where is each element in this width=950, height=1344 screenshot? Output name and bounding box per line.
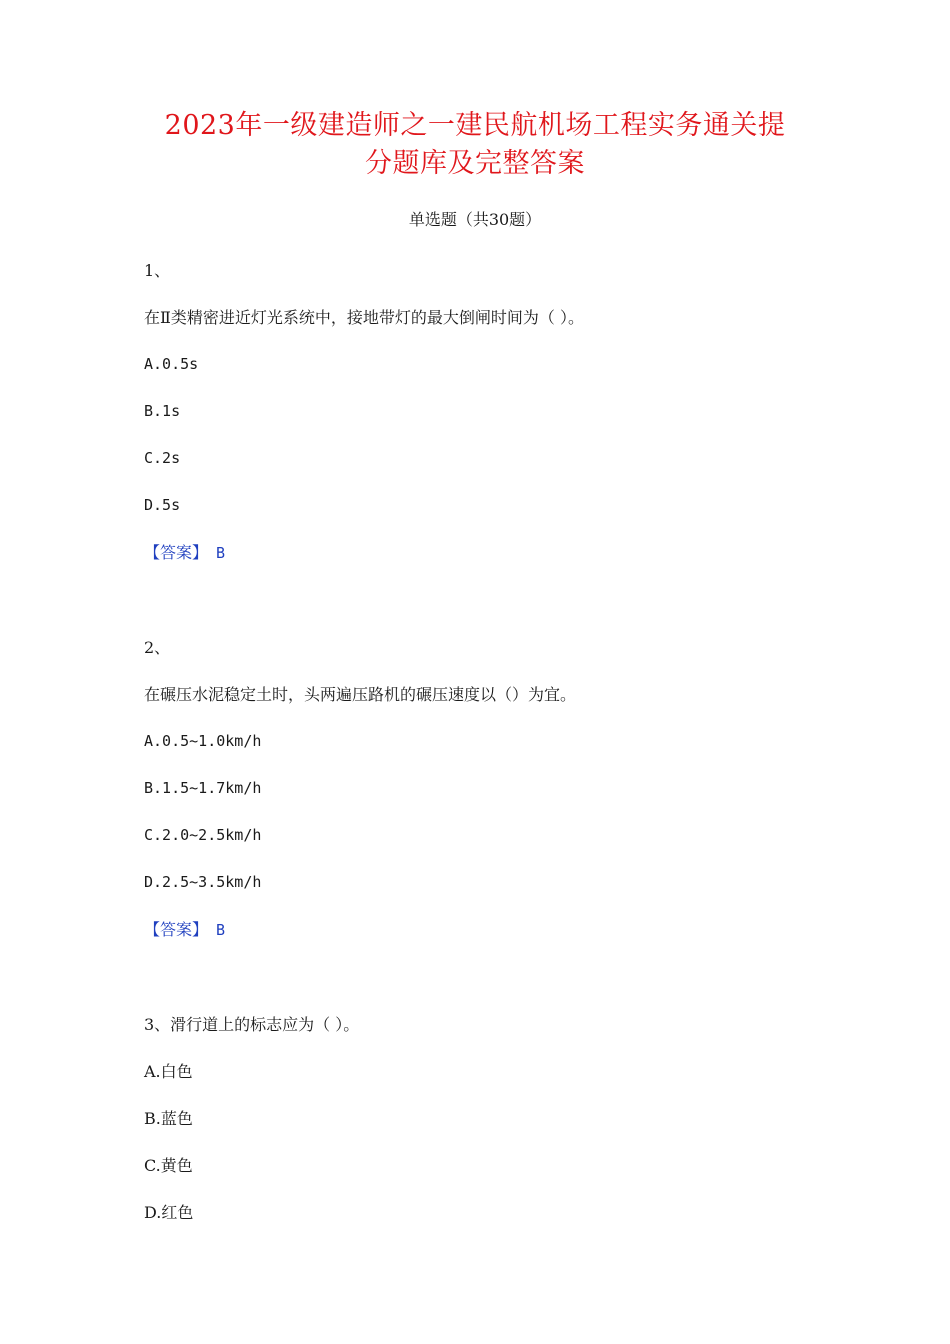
question-2-option-d: D.2.5~3.5km/h: [144, 873, 262, 891]
question-3-option-a: A.白色: [144, 1062, 193, 1081]
section-heading: 单选题（共30题）: [408, 210, 542, 229]
question-3-option-c: C.黄色: [144, 1156, 193, 1175]
question-3-option-d: D.红色: [144, 1203, 194, 1222]
question-2-option-a: A.0.5~1.0km/h: [144, 732, 262, 750]
question-3-option-b: B.蓝色: [144, 1109, 193, 1128]
answer-label: 【答案】: [144, 920, 209, 939]
question-1-option-d: D.5s: [144, 496, 181, 514]
question-1-option-b: B.1s: [144, 402, 181, 420]
question-1-answer: [144, 545, 225, 561]
answer-label: 【答案】: [144, 543, 209, 562]
question-2-number: 2、: [144, 638, 171, 657]
document-title-line-2: 分题库及完整答案: [365, 148, 585, 179]
document-title-line-1: 2023年一级建造师之一建民航机场工程实务通关提: [164, 110, 786, 141]
answer-value: B: [216, 544, 226, 562]
question-1-option-a: A.0.5s: [144, 355, 199, 373]
question-1-stem: 在Ⅱ类精密进近灯光系统中，接地带灯的最大倒闸时间为（ ）。: [144, 308, 584, 327]
question-2-answer: [144, 922, 225, 938]
question-2-option-c: C.2.0~2.5km/h: [144, 826, 262, 844]
question-2-stem: 在碾压水泥稳定土时，头两遍压路机的碾压速度以（）为宜。: [144, 685, 577, 704]
question-3-stem: 3、滑行道上的标志应为（ ）。: [144, 1015, 360, 1034]
question-1-option-c: C.2s: [144, 449, 181, 467]
question-1-number: 1、: [144, 261, 171, 280]
question-2-option-b: B.1.5~1.7km/h: [144, 779, 262, 797]
answer-value: B: [216, 921, 226, 939]
